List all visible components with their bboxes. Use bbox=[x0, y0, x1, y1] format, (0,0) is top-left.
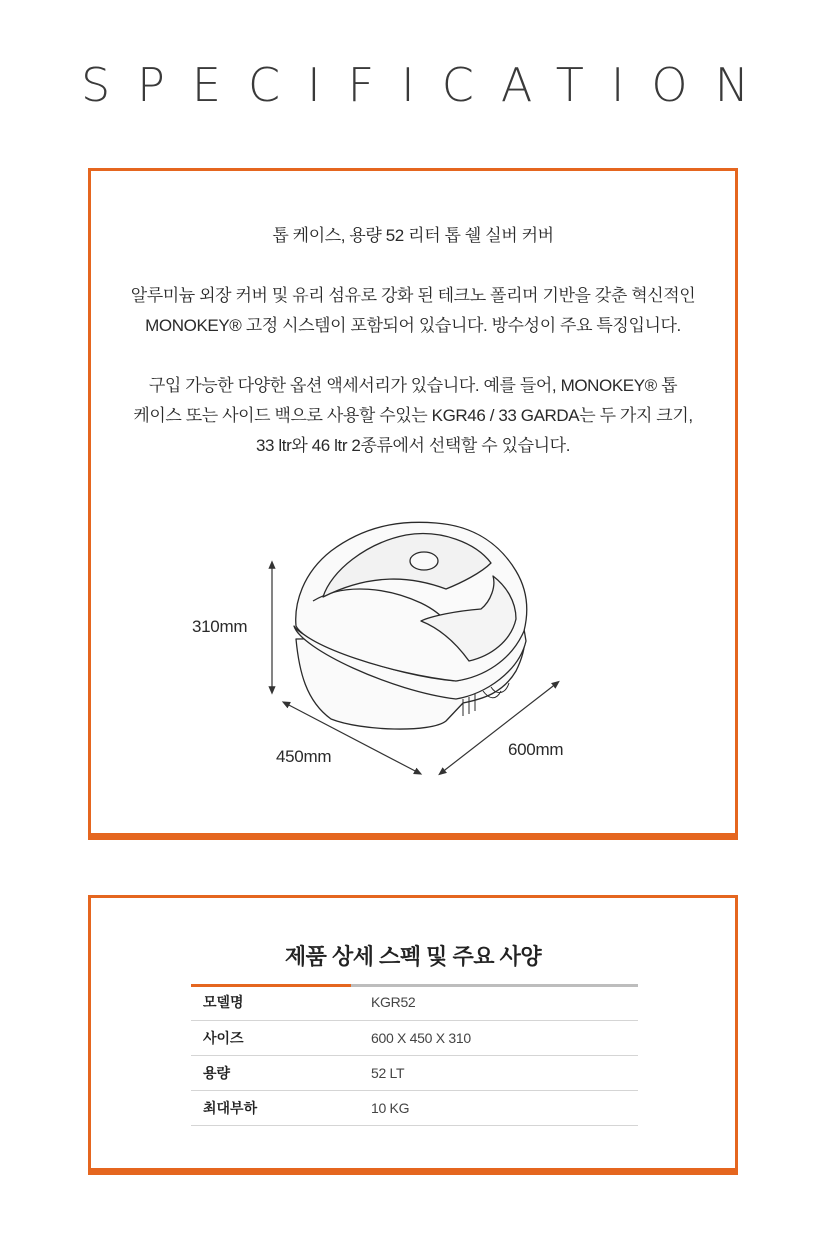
spec-value: 10 KG bbox=[371, 1090, 638, 1125]
spec-key: 최대부하 bbox=[191, 1090, 371, 1125]
spec-table bbox=[191, 985, 638, 1126]
table-row bbox=[191, 1090, 638, 1125]
description-line: MONOKEY® 고정 시스템이 포함되어 있습니다. 방수성이 주요 특징입니다. bbox=[145, 316, 681, 335]
spec-panel bbox=[88, 895, 738, 1175]
table-row bbox=[191, 1055, 638, 1090]
top-case-icon bbox=[294, 522, 527, 729]
spec-heading: 제품 상세 스펙 및 주요 사양 bbox=[284, 944, 542, 969]
table-row bbox=[191, 985, 638, 1020]
description-panel bbox=[88, 168, 738, 840]
depth-label: 600mm bbox=[508, 740, 564, 759]
spec-key: 사이즈 bbox=[191, 1020, 371, 1055]
width-label: 450mm bbox=[276, 747, 332, 766]
spec-value: 52 LT bbox=[371, 1055, 638, 1090]
spec-value: KGR52 bbox=[371, 985, 638, 1020]
spec-key: 모델명 bbox=[191, 985, 371, 1020]
spec-value: 600 X 450 X 310 bbox=[371, 1020, 638, 1055]
top-case-diagram bbox=[91, 171, 735, 833]
spec-key: 용량 bbox=[191, 1055, 371, 1090]
description-line: 구입 가능한 다양한 옵션 액세서리가 있습니다. 예를 들어, MONOKEY® 톱 bbox=[148, 376, 678, 395]
table-row bbox=[191, 1020, 638, 1055]
height-label: 310mm bbox=[192, 617, 248, 636]
description-line: 알루미늄 외장 커버 및 유리 섬유로 강화 된 테크노 폴리머 기반을 갖춘 혁신적인 bbox=[130, 286, 696, 305]
page-title: SPECIFICATION bbox=[80, 58, 776, 112]
description-line: 케이스 또는 사이드 백으로 사용할 수있는 KGR46 / 33 GARDA는 두 가지 크기, bbox=[133, 406, 693, 425]
description-headline: 톱 케이스, 용량 52 리터 톱 쉘 실버 커버 bbox=[272, 226, 554, 245]
description-line: 33 ltr와 46 ltr 2종류에서 선택할 수 있습니다. bbox=[255, 436, 571, 455]
